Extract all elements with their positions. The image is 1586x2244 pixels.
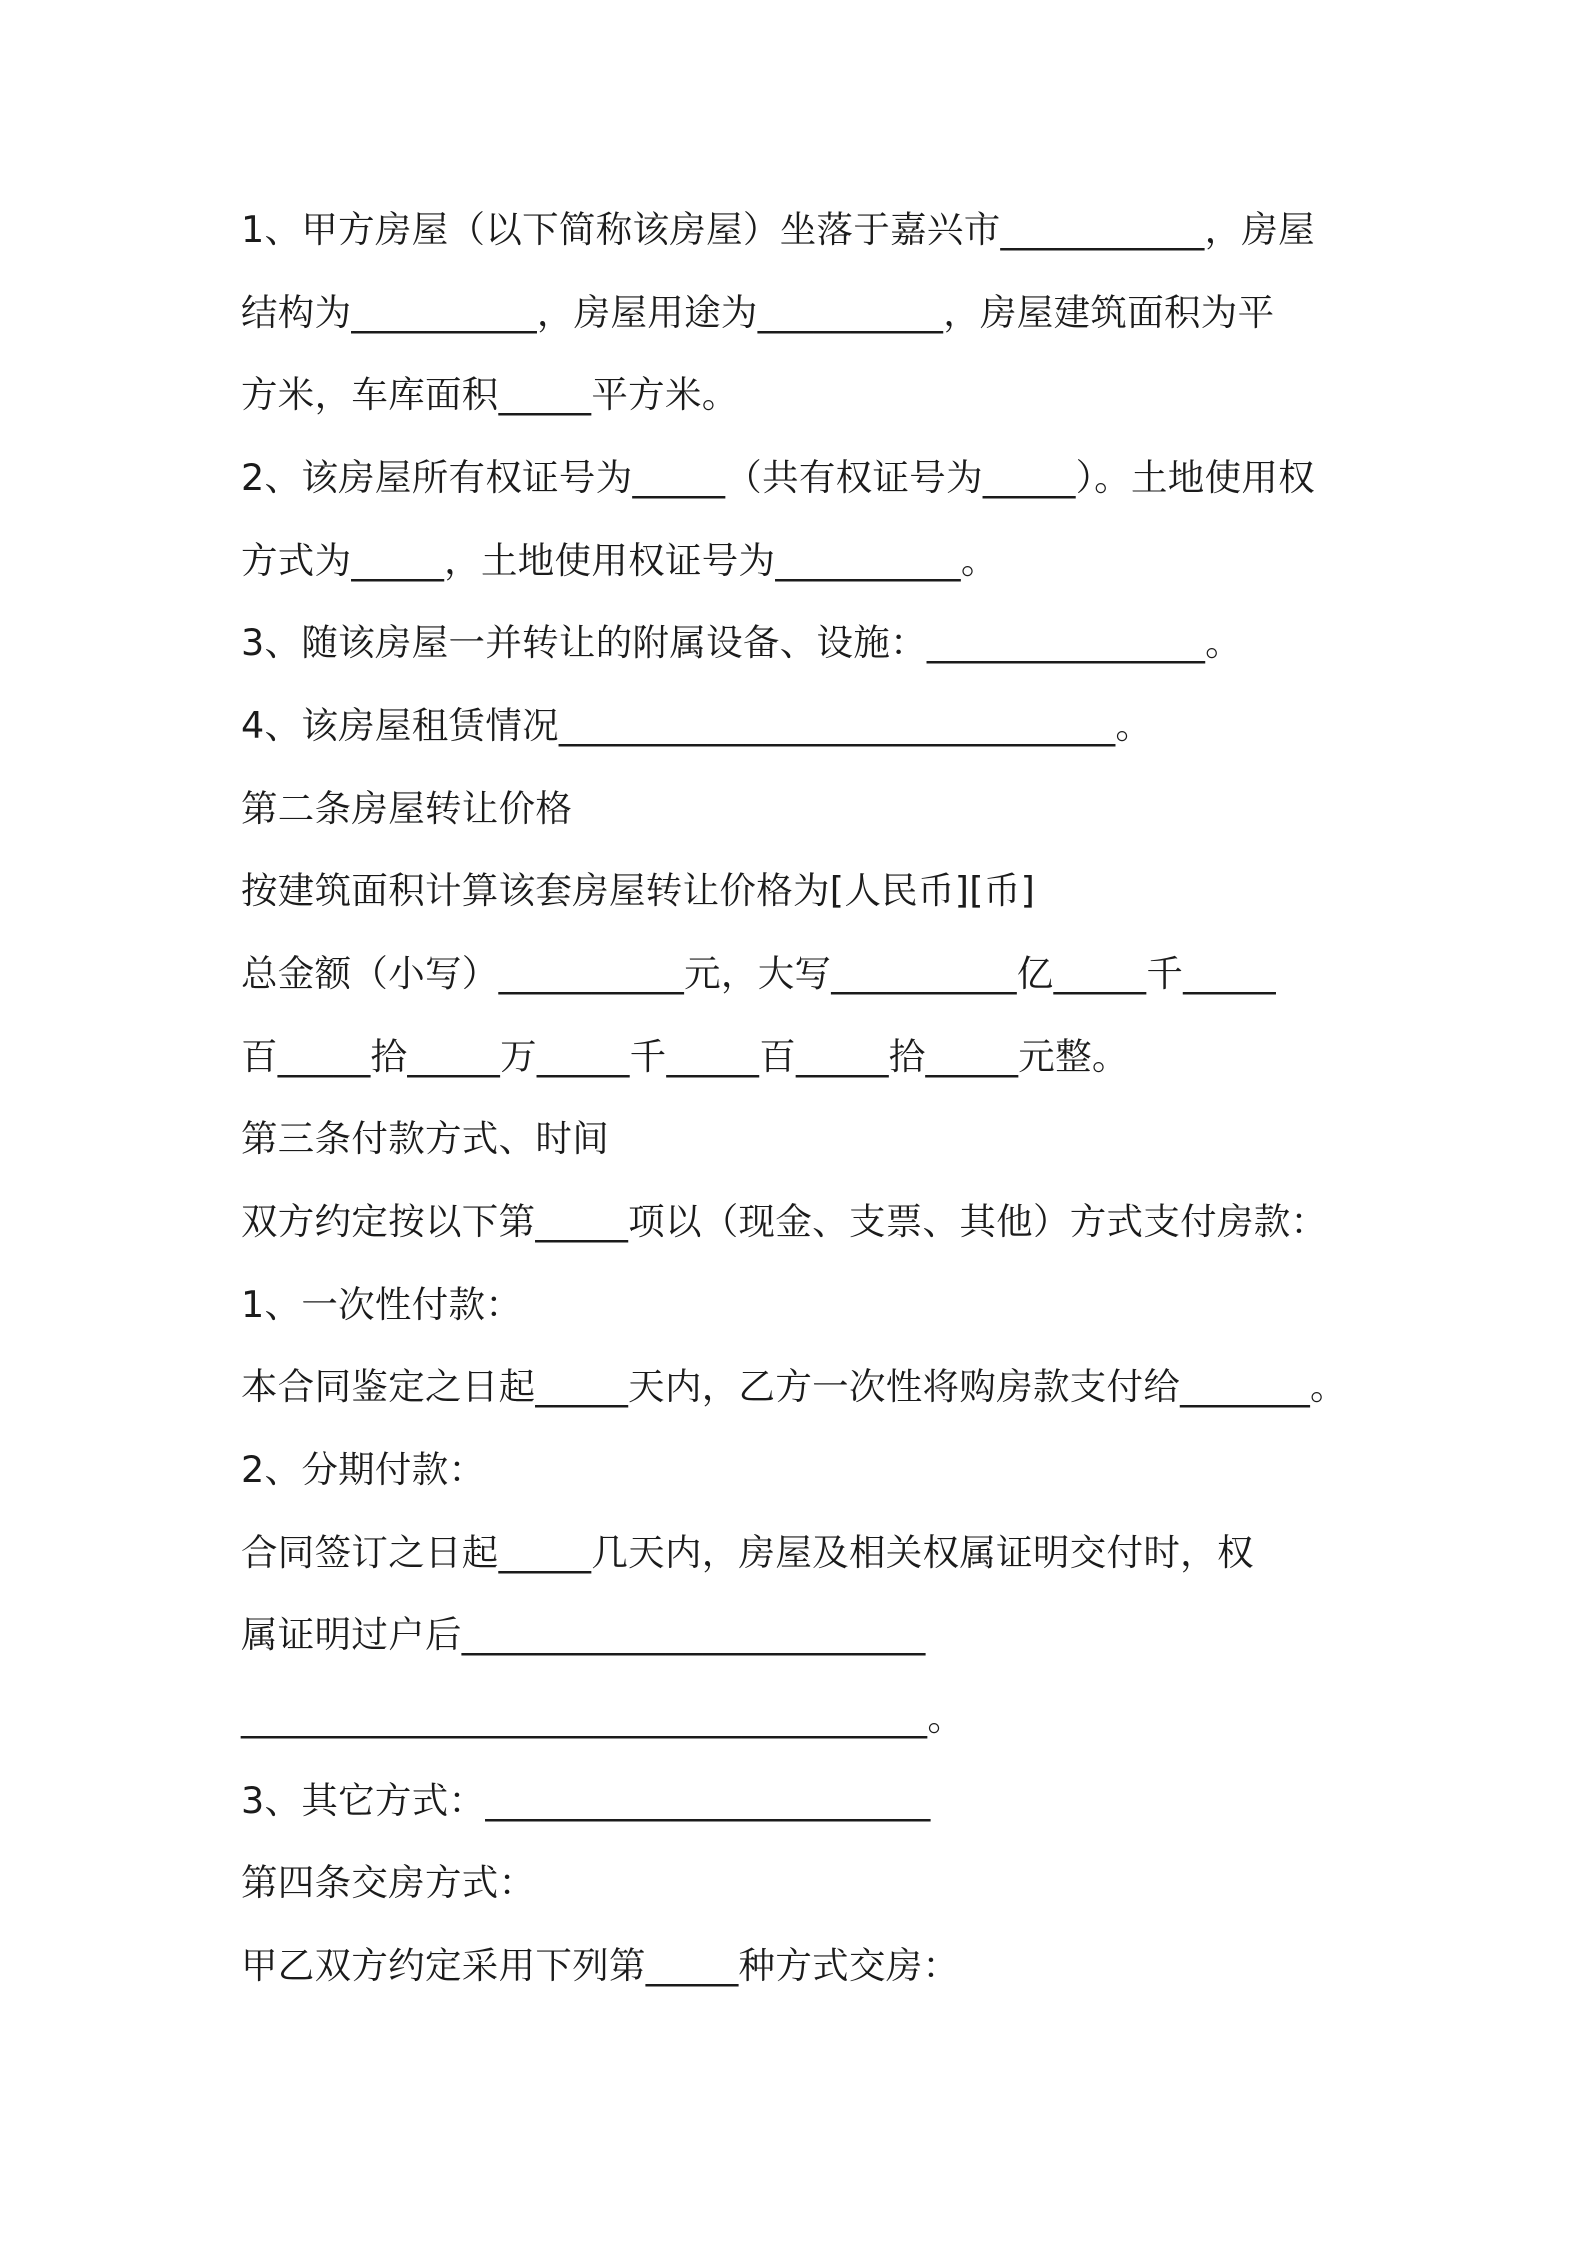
handover-choice-line: 甲乙双方约定采用下列第_____种方式交房： [241, 1944, 960, 1987]
article-3-heading: 第三条付款方式、时间 [241, 1117, 609, 1160]
total-amount-line-1: 总金额（小写）__________元，大写__________亿_____千_____ [241, 952, 1276, 995]
article-2-heading: 第二条房屋转让价格 [241, 787, 573, 830]
installment-heading: 2、分期付款： [241, 1448, 486, 1491]
article-4-heading: 第四条交房方式： [241, 1861, 536, 1904]
clause-1-line-1: 1、甲方房屋（以下简称该房屋）坐落于嘉兴市___________，房屋 [241, 208, 1315, 251]
installment-line-1: 合同签订之日起_____几天内，房屋及相关权属证明交付时，权 [241, 1531, 1254, 1574]
clause-2-line-2: 方式为_____，土地使用权证号为__________。 [241, 539, 998, 582]
lump-sum-line: 本合同鉴定之日起_____天内，乙方一次性将购房款支付给_______。 [241, 1365, 1347, 1408]
other-method-line: 3、其它方式：________________________ [241, 1779, 931, 1822]
installment-line-2: 属证明过户后_________________________ [241, 1613, 926, 1656]
clause-4-line: 4、该房屋租赁情况______________________________。 [241, 704, 1153, 747]
lump-sum-heading: 1、一次性付款： [241, 1283, 523, 1326]
price-basis-line: 按建筑面积计算该套房屋转让价格为[人民币][币] [241, 869, 1036, 912]
total-amount-line-2: 百_____拾_____万_____千_____百_____拾_____元整。 [241, 1035, 1129, 1078]
payment-choice-line: 双方约定按以下第_____项以（现金、支票、其他）方式支付房款： [241, 1200, 1328, 1243]
installment-line-3: _____________________________________。 [241, 1696, 965, 1739]
clause-1-line-3: 方米，车库面积_____平方米。 [241, 373, 739, 416]
clause-1-line-2: 结构为__________，房屋用途为__________，房屋建筑面积为平 [241, 291, 1275, 334]
clause-3-line: 3、随该房屋一并转让的附属设备、设施：_______________。 [241, 621, 1242, 664]
clause-2-line-1: 2、该房屋所有权证号为_____（共有权证号为_____）。土地使用权 [241, 456, 1315, 499]
